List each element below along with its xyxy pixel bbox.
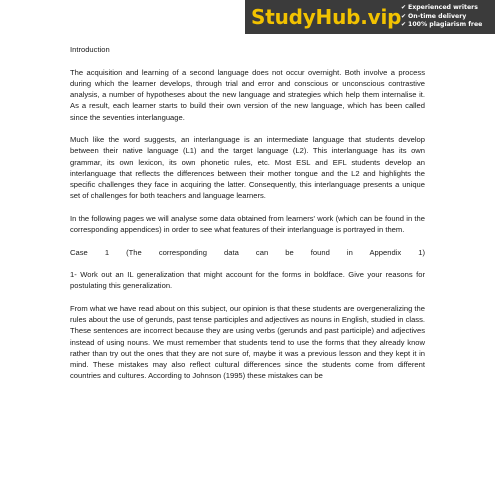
section-heading: Introduction (70, 45, 110, 54)
checkmark-icon: ✔ (401, 4, 407, 12)
perk-label: 100% plagiarism free (408, 21, 483, 29)
checkmark-icon: ✔ (401, 21, 407, 29)
perk-label: On-time delivery (408, 12, 467, 20)
perks-list (401, 4, 482, 30)
document-body (70, 44, 425, 393)
perk-item (401, 13, 482, 22)
perk-item (401, 21, 482, 30)
perk-item (401, 4, 482, 13)
paragraph: In the following pages we will analyse some data obtained from learners' work (which can be found in the corresponding appendices) in order to see what features of their interlanguage is portrayed in them. (70, 213, 425, 234)
paragraph: 1- Work out an IL generalization that might account for the forms in boldface. Give your reasons for postulating this generalization. (70, 270, 425, 291)
paragraph: From what we have read about on this subject, our opinion is that these students are overgeneralizing the rules about the use of gerunds, past tense participles and adjectives as nouns in English, studied in class. These sentences are incorrect because they are using verbs (gerunds and past participle) and adjectives instead of using nouns. We must remember that students tend to use the forms that they already know rather than try out the ones that they are not sure of, maybe it was a previous lesson and they kept it in mind. These mistakes may also reflect cultural differences since the students come from different countries and cultures. According to Johnson (1995) these mistakes can be (70, 303, 426, 381)
promo-banner[interactable] (245, 0, 495, 34)
checkmark-icon: ✔ (401, 12, 407, 20)
paragraph: The acquisition and learning of a second language does not occur overnight. Both involve a process during which the learner develops, through trial and error and conscious or unconscious contrastive analysis, a number of hypotheses about the new language and strategies which help them internalise it. As a result, each learner starts to build their own version of the new language, which has been called since the seventies interlanguage. (70, 67, 425, 122)
perk-label: Experienced writers (408, 4, 478, 12)
case-heading: Case 1 (The corresponding data can be found in Appendix 1) (70, 247, 425, 257)
paragraph: Much like the word suggests, an interlanguage is an intermediate language that students develop between their native language (L1) and the target language (L2). This interlanguage has its own grammar, its own lexicon, its own phonetic rules, etc. Most ESL and EFL students develop an interlanguage that reflects the differences between their mother tongue and the L2 and highlights the specific challenges they face in acquiring the latter. Consequently, this interlanguage presents a unique set of challenges for both teachers and language learners. (70, 135, 425, 201)
brand-logo[interactable]: StudyHub.vip (251, 5, 402, 29)
